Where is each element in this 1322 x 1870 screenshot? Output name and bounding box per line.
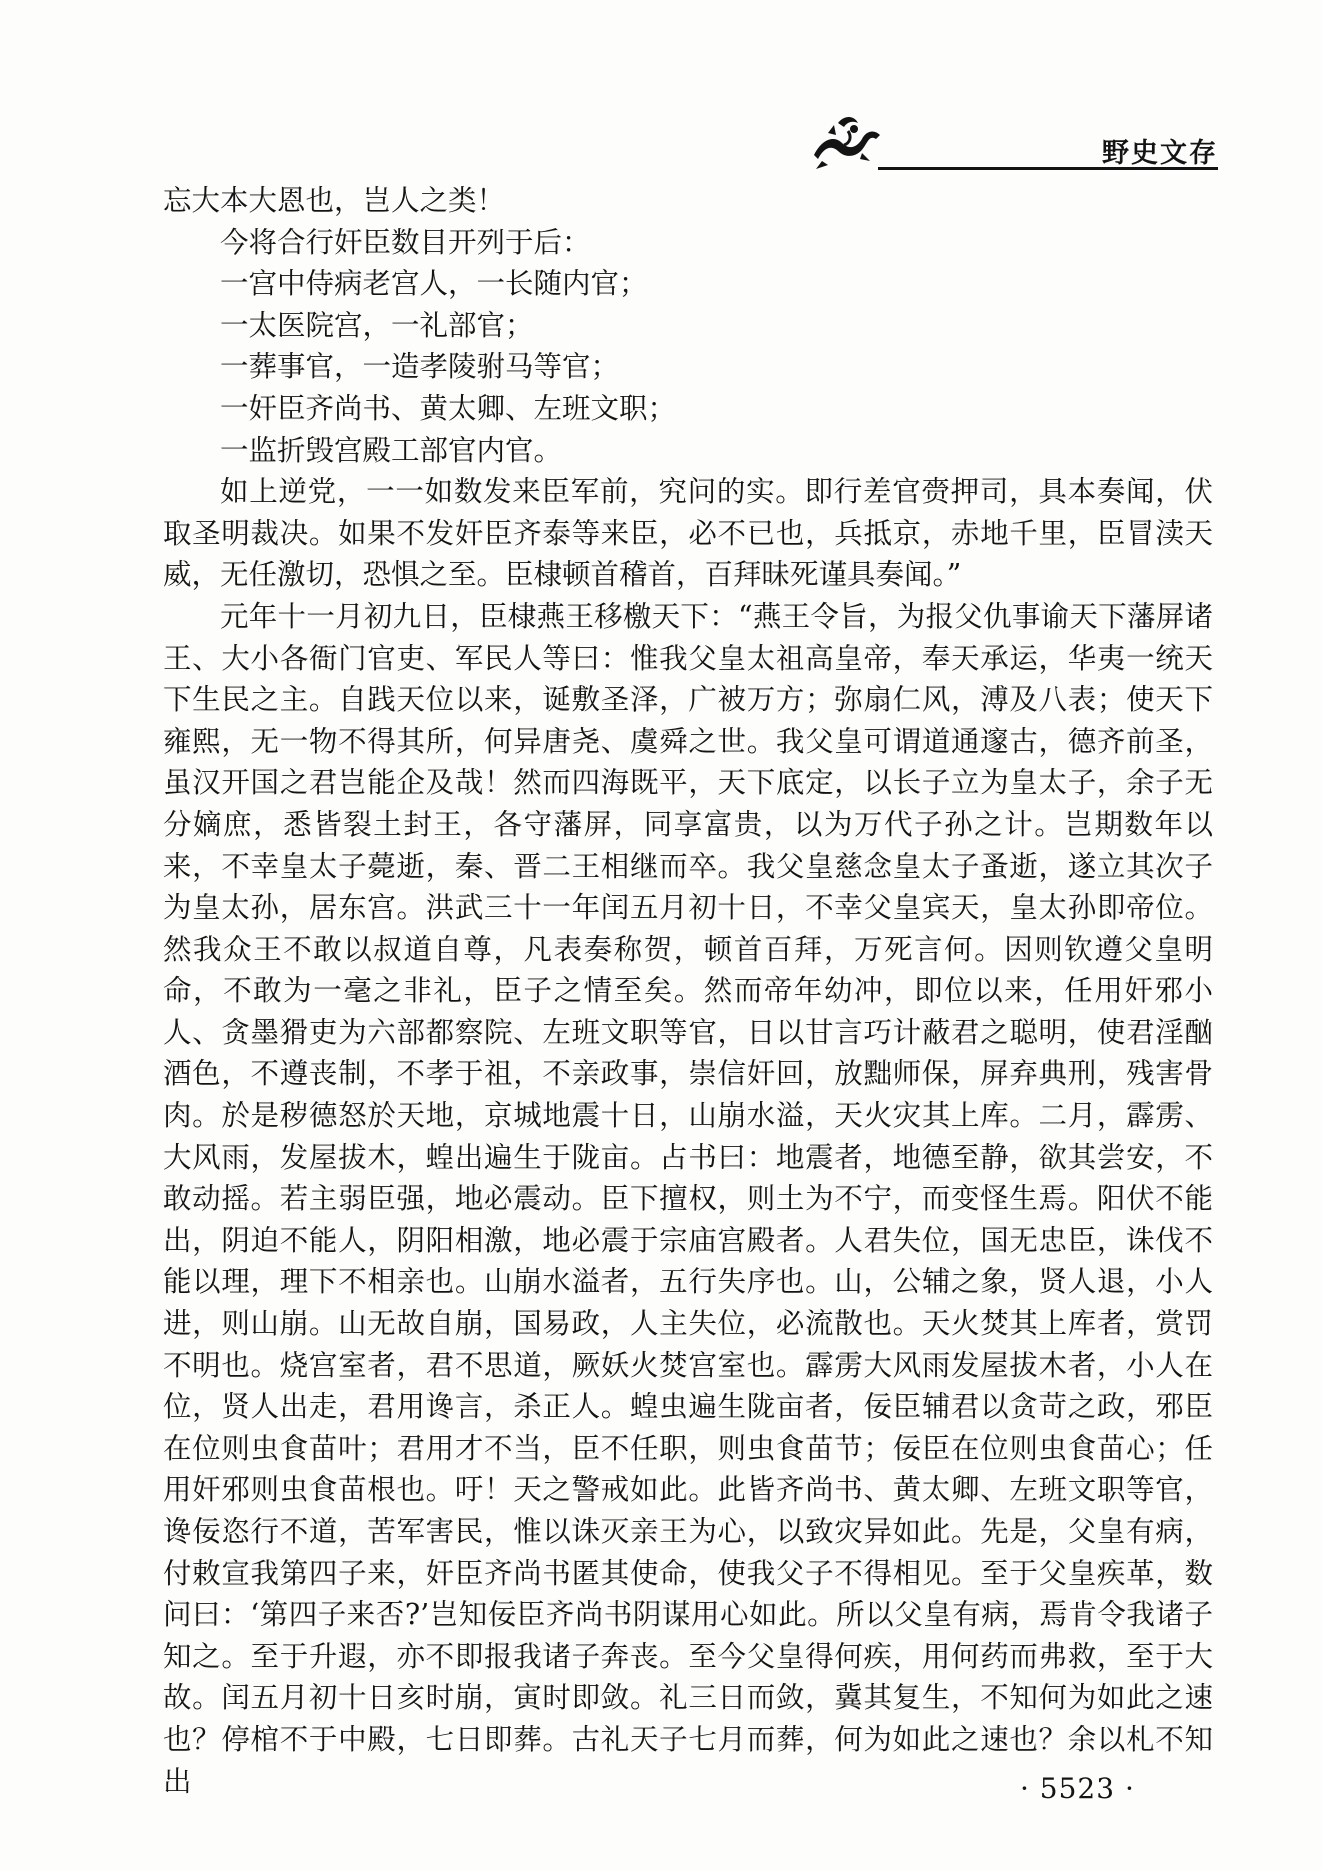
page-header	[800, 105, 1220, 175]
paragraph: 今将合行奸臣数目开列于后：	[220, 225, 591, 259]
list-item: 一太医院宫，一礼部官；	[220, 308, 534, 342]
running-title: 野史文存	[1102, 138, 1218, 169]
dragon-emblem-icon	[808, 109, 886, 171]
body-text	[163, 180, 1213, 1802]
list-item: 一奸臣齐尚书、黄太卿、左班文职；	[220, 391, 677, 425]
list-item: 一宫中侍病老宫人，一长随内官；	[220, 267, 648, 301]
list-item: 一监折毁宫殿工部官内官。	[220, 433, 563, 467]
paragraph: 元年十一月初九日，臣棣燕王移檄天下：“燕王令旨，为报父仇事谕天下藩屏诸王、大小各衙门官吏、军民人等曰：惟我父皇太祖高皇帝，奉天承运，华夷一统天下生民之主。自践天位以来，诞敷圣泽，广被万方；弥扇仁风，溥及八表；使天下雍熙，无一物不得其所，何异唐尧、虞舜之世。我父皇可谓道通邃古，德齐前圣，虽汉开国之君岂能企及哉！然而四海既平，天下底定，以长子立为皇太子，余子无分嫡庶，悉皆裂土封王，各守藩屏，同享富贵，以为万代子孙之计。岂期数年以来，不幸皇太子薨逝，秦、晋二王相继而卒。我父皇慈念皇太子蚤逝，遂立其次子为皇太孙，居东宫。洪武三十一年闰五月初十日，不幸父皇宾天，皇太孙即帝位。然我众王不敢以叔道自尊，凡表奏称贺，顿首百拜，万死言何。因则钦遵父皇明命，不敢为一毫之非礼，臣子之情至矣。然而帝年幼冲，即位以来，任用奸邪小人、贪墨猾吏为六部都察院、左班文职等官，日以甘言巧计蔽君之聪明，使君淫酗酒色，不遵丧制，不孝于祖，不亲政事，崇信奸回，放黜师保，屏弃典刑，残害骨肉。於是秽德怒於天地，京城地震十日，山崩水溢，天火灾其上库。二月，霹雳、大风雨，发屋拔木，蝗出遍生于陇亩。占书曰：地震者，地德至静，欲其尝安，不敢动摇。若主弱臣强，地必震动。臣下擅权，则土为不宁，而变怪生焉。阳伏不能出，阴迫不能人，阴阳相激，地必震于宗庙宫殿者。人君失位，国无忠臣，诛伐不能以理，理下不相亲也。山崩水溢者，五行失序也。山，公辅之象，贤人退，小人进，则山崩。山无故自崩，国易政，人主失位，必流散也。天火焚其上库者，赏罚不明也。烧宫室者，君不思道，厥妖火焚宫室也。霹雳大风雨发屋拔木者，小人在位，贤人出走，君用谗言，杀正人。蝗虫遍生陇亩者，佞臣辅君以贪苛之政，邪臣在位则虫食苗叶；君用才不当，臣不任职，则虫食苗节；佞臣在位则虫食苗心；任用奸邪则虫食苗根也。吁！天之警戒如此。此皆齐尚书、黄太卿、左班文职等官，谗佞恣行不道，苦军害民，惟以诛灭亲王为心，以致灾异如此。先是，父皇有病，付敕宣我第四子来，奸臣齐尚书匿其使命，使我父子不得相见。至于父皇疾革，数问曰：‘第四子来否?’岂知佞臣齐尚书阴谋用心如此。所以父皇有病，焉肯令我诸子知之。至于升遐，亦不即报我诸子奔丧。至今父皇得何疾，用何药而弗救，至于大故。闰五月初十日亥时崩，寅时即敛。礼三日而敛，冀其复生，不知何为如此之速也？停棺不于中殿，七日即葬。古礼天子七月而葬，何为如此之速也？余以札不知出	[163, 599, 1213, 1798]
list-item: 一葬事官，一造孝陵驸马等官；	[220, 350, 620, 384]
paragraph: 如上逆党，一一如数发来臣军前，究问的实。即行差官赍押司，具本奏闻，伏取圣明裁决。如果不发奸臣齐泰等来臣，必不已也，兵抵京，赤地千里，臣冒渎天威，无任激切，恐惧之至。臣棣顿首稽首，百拜昧死谨具奏闻。”	[163, 475, 1213, 592]
page-number: · 5523 ·	[1020, 1772, 1135, 1805]
paragraph: 忘大本大恩也，岂人之类！	[163, 184, 506, 217]
